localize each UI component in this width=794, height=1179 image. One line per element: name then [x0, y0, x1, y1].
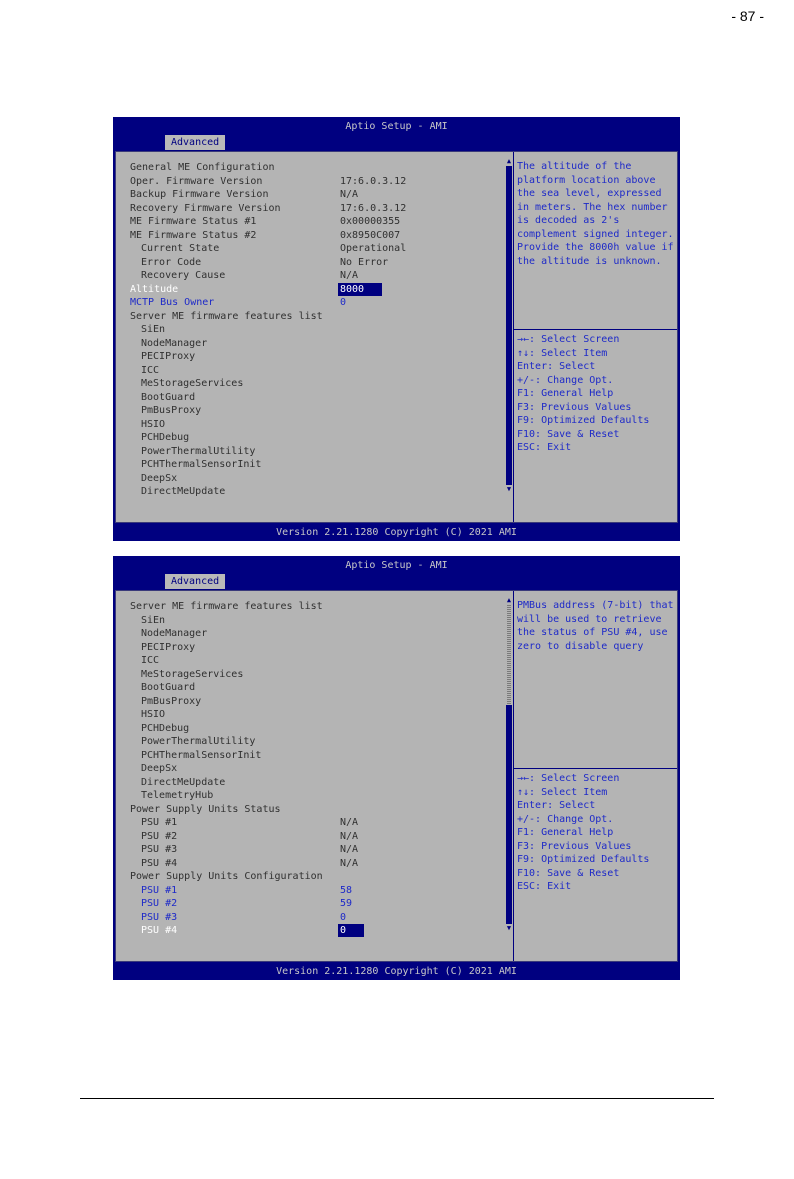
key-hint: ESC: Exit — [517, 442, 572, 453]
info-row: PSU #1 N/A — [141, 817, 359, 828]
section-heading: Power Supply Units Status — [130, 803, 281, 815]
list-item: HSIO — [141, 418, 166, 430]
divider — [514, 768, 677, 769]
key-hint: Enter: Select — [517, 800, 596, 811]
psu-3-address-option[interactable]: PSU #3 0 — [141, 911, 347, 923]
mctp-bus-owner-option[interactable]: MCTP Bus Owner 0 — [130, 297, 347, 308]
list-item: MeStorageServices — [141, 378, 244, 389]
list-item: ICC — [141, 364, 160, 376]
list-item: TelemetryHub — [141, 790, 214, 801]
list-item: PCHThermalSensorInit — [141, 749, 262, 761]
section-heading: Server ME firmware features list — [130, 601, 323, 612]
list-item: PmBusProxy — [141, 695, 202, 707]
info-row: Current State Operational — [141, 243, 407, 254]
psu-1-address-option[interactable]: PSU #1 58 — [141, 884, 353, 896]
settings-list — [116, 152, 514, 522]
psu-4-address-input[interactable]: 0 — [338, 924, 364, 937]
list-item: MeStorageServices — [141, 668, 244, 680]
key-hint: +/-: Change Opt. — [517, 813, 614, 825]
section-heading: General ME Configuration — [130, 162, 275, 173]
list-item: DeepSx — [141, 472, 178, 484]
key-hint: ↑↓: Select Item — [517, 347, 608, 359]
bios-screen-2 — [113, 556, 680, 980]
list-item: HSIO — [141, 709, 166, 720]
altitude-option[interactable]: Altitude 8000 — [130, 283, 500, 296]
key-hint: F9: Optimized Defaults — [517, 854, 650, 865]
scroll-up-arrow-icon[interactable]: ▲ — [506, 157, 512, 165]
list-item: PECIProxy — [141, 641, 196, 653]
footer-rule — [80, 1098, 714, 1099]
key-hint: F3: Previous Values — [517, 840, 632, 852]
key-legend — [517, 772, 675, 894]
key-hint: Enter: Select — [517, 361, 596, 372]
list-item: DirectMeUpdate — [141, 486, 226, 497]
list-item: SiEn — [141, 614, 166, 626]
settings-list — [116, 591, 514, 961]
status-bar: Version 2.21.1280 Copyright (C) 2021 AMI — [113, 525, 680, 541]
section-heading: Power Supply Units Configuration — [130, 871, 323, 882]
tab-advanced[interactable]: Advanced — [165, 574, 225, 589]
list-item: DirectMeUpdate — [141, 776, 226, 788]
list-item: NodeManager — [141, 337, 208, 349]
bios-screen-1 — [113, 117, 680, 541]
info-row: PSU #2 N/A — [141, 830, 359, 842]
scroll-down-arrow-icon[interactable]: ▼ — [506, 485, 512, 493]
key-hint: F9: Optimized Defaults — [517, 415, 650, 426]
help-text: The altitude of the platform location above the sea level, expressed in meters. The hex number is decoded as 2's complement signed integer. Provide the 8000h value if the altitude is unknown. — [517, 161, 674, 267]
window-title: Aptio Setup - AMI — [345, 121, 448, 132]
list-item: BootGuard — [141, 682, 196, 693]
list-item: BootGuard — [141, 391, 196, 403]
title-bar — [113, 117, 680, 151]
window-title: Aptio Setup - AMI — [345, 560, 448, 571]
info-row: Recovery Firmware Version 17:6.0.3.12 — [130, 202, 407, 214]
scroll-up-arrow-icon[interactable]: ▲ — [506, 596, 512, 604]
list-item: PCHDebug — [141, 432, 190, 443]
key-hint: F1: General Help — [517, 388, 614, 399]
help-text: PMBus address (7-bit) that will be used to retrieve the status of PSU #4, use zero to disable query — [517, 600, 674, 652]
help-pane — [514, 152, 677, 522]
scrollbar[interactable] — [506, 597, 512, 932]
scroll-thumb[interactable] — [506, 166, 512, 485]
setup-panel — [115, 151, 678, 523]
info-row: Error Code No Error — [141, 256, 389, 268]
tab-advanced[interactable]: Advanced — [165, 135, 225, 150]
key-legend — [517, 333, 675, 455]
page-number: - 87 - — [731, 8, 764, 24]
list-item: DeepSx — [141, 763, 178, 774]
list-item: PCHDebug — [141, 722, 190, 734]
section-heading: Server ME firmware features list — [130, 310, 323, 322]
list-item: PCHThermalSensorInit — [141, 459, 262, 470]
info-row: PSU #3 N/A — [141, 844, 359, 855]
info-row: Recovery Cause N/A — [141, 270, 359, 281]
status-bar: Version 2.21.1280 Copyright (C) 2021 AMI — [113, 964, 680, 980]
info-row: ME Firmware Status #1 0x00000355 — [130, 216, 401, 227]
key-hint: F10: Save & Reset — [517, 428, 620, 440]
title-bar — [113, 556, 680, 590]
key-hint: +/-: Change Opt. — [517, 374, 614, 386]
info-row: Oper. Firmware Version 17:6.0.3.12 — [130, 175, 407, 187]
psu-4-address-option[interactable]: PSU #4 0 — [130, 924, 500, 937]
info-row: Backup Firmware Version N/A — [130, 189, 359, 200]
info-row: PSU #4 N/A — [141, 857, 359, 869]
info-row: ME Firmware Status #2 0x8950C007 — [130, 229, 401, 241]
altitude-input[interactable]: 8000 — [338, 283, 382, 296]
list-item: ICC — [141, 655, 160, 666]
list-item: PECIProxy — [141, 351, 196, 362]
key-hint: →←: Select Screen — [517, 334, 620, 345]
key-hint: F3: Previous Values — [517, 401, 632, 413]
key-hint: F10: Save & Reset — [517, 867, 620, 879]
key-hint: →←: Select Screen — [517, 773, 620, 784]
scroll-thumb[interactable] — [506, 705, 512, 924]
scroll-down-arrow-icon[interactable]: ▼ — [506, 924, 512, 932]
psu-2-address-option[interactable]: PSU #2 59 — [141, 898, 353, 909]
list-item: SiEn — [141, 324, 166, 335]
list-item: PmBusProxy — [141, 405, 202, 416]
divider — [514, 329, 677, 330]
key-hint: ESC: Exit — [517, 881, 572, 892]
setup-panel — [115, 590, 678, 962]
list-item: PowerThermalUtility — [141, 736, 256, 747]
list-item: PowerThermalUtility — [141, 445, 256, 457]
key-hint: F1: General Help — [517, 827, 614, 838]
scrollbar[interactable] — [506, 158, 512, 493]
key-hint: ↑↓: Select Item — [517, 786, 608, 798]
help-pane — [514, 591, 677, 961]
list-item: NodeManager — [141, 628, 208, 639]
